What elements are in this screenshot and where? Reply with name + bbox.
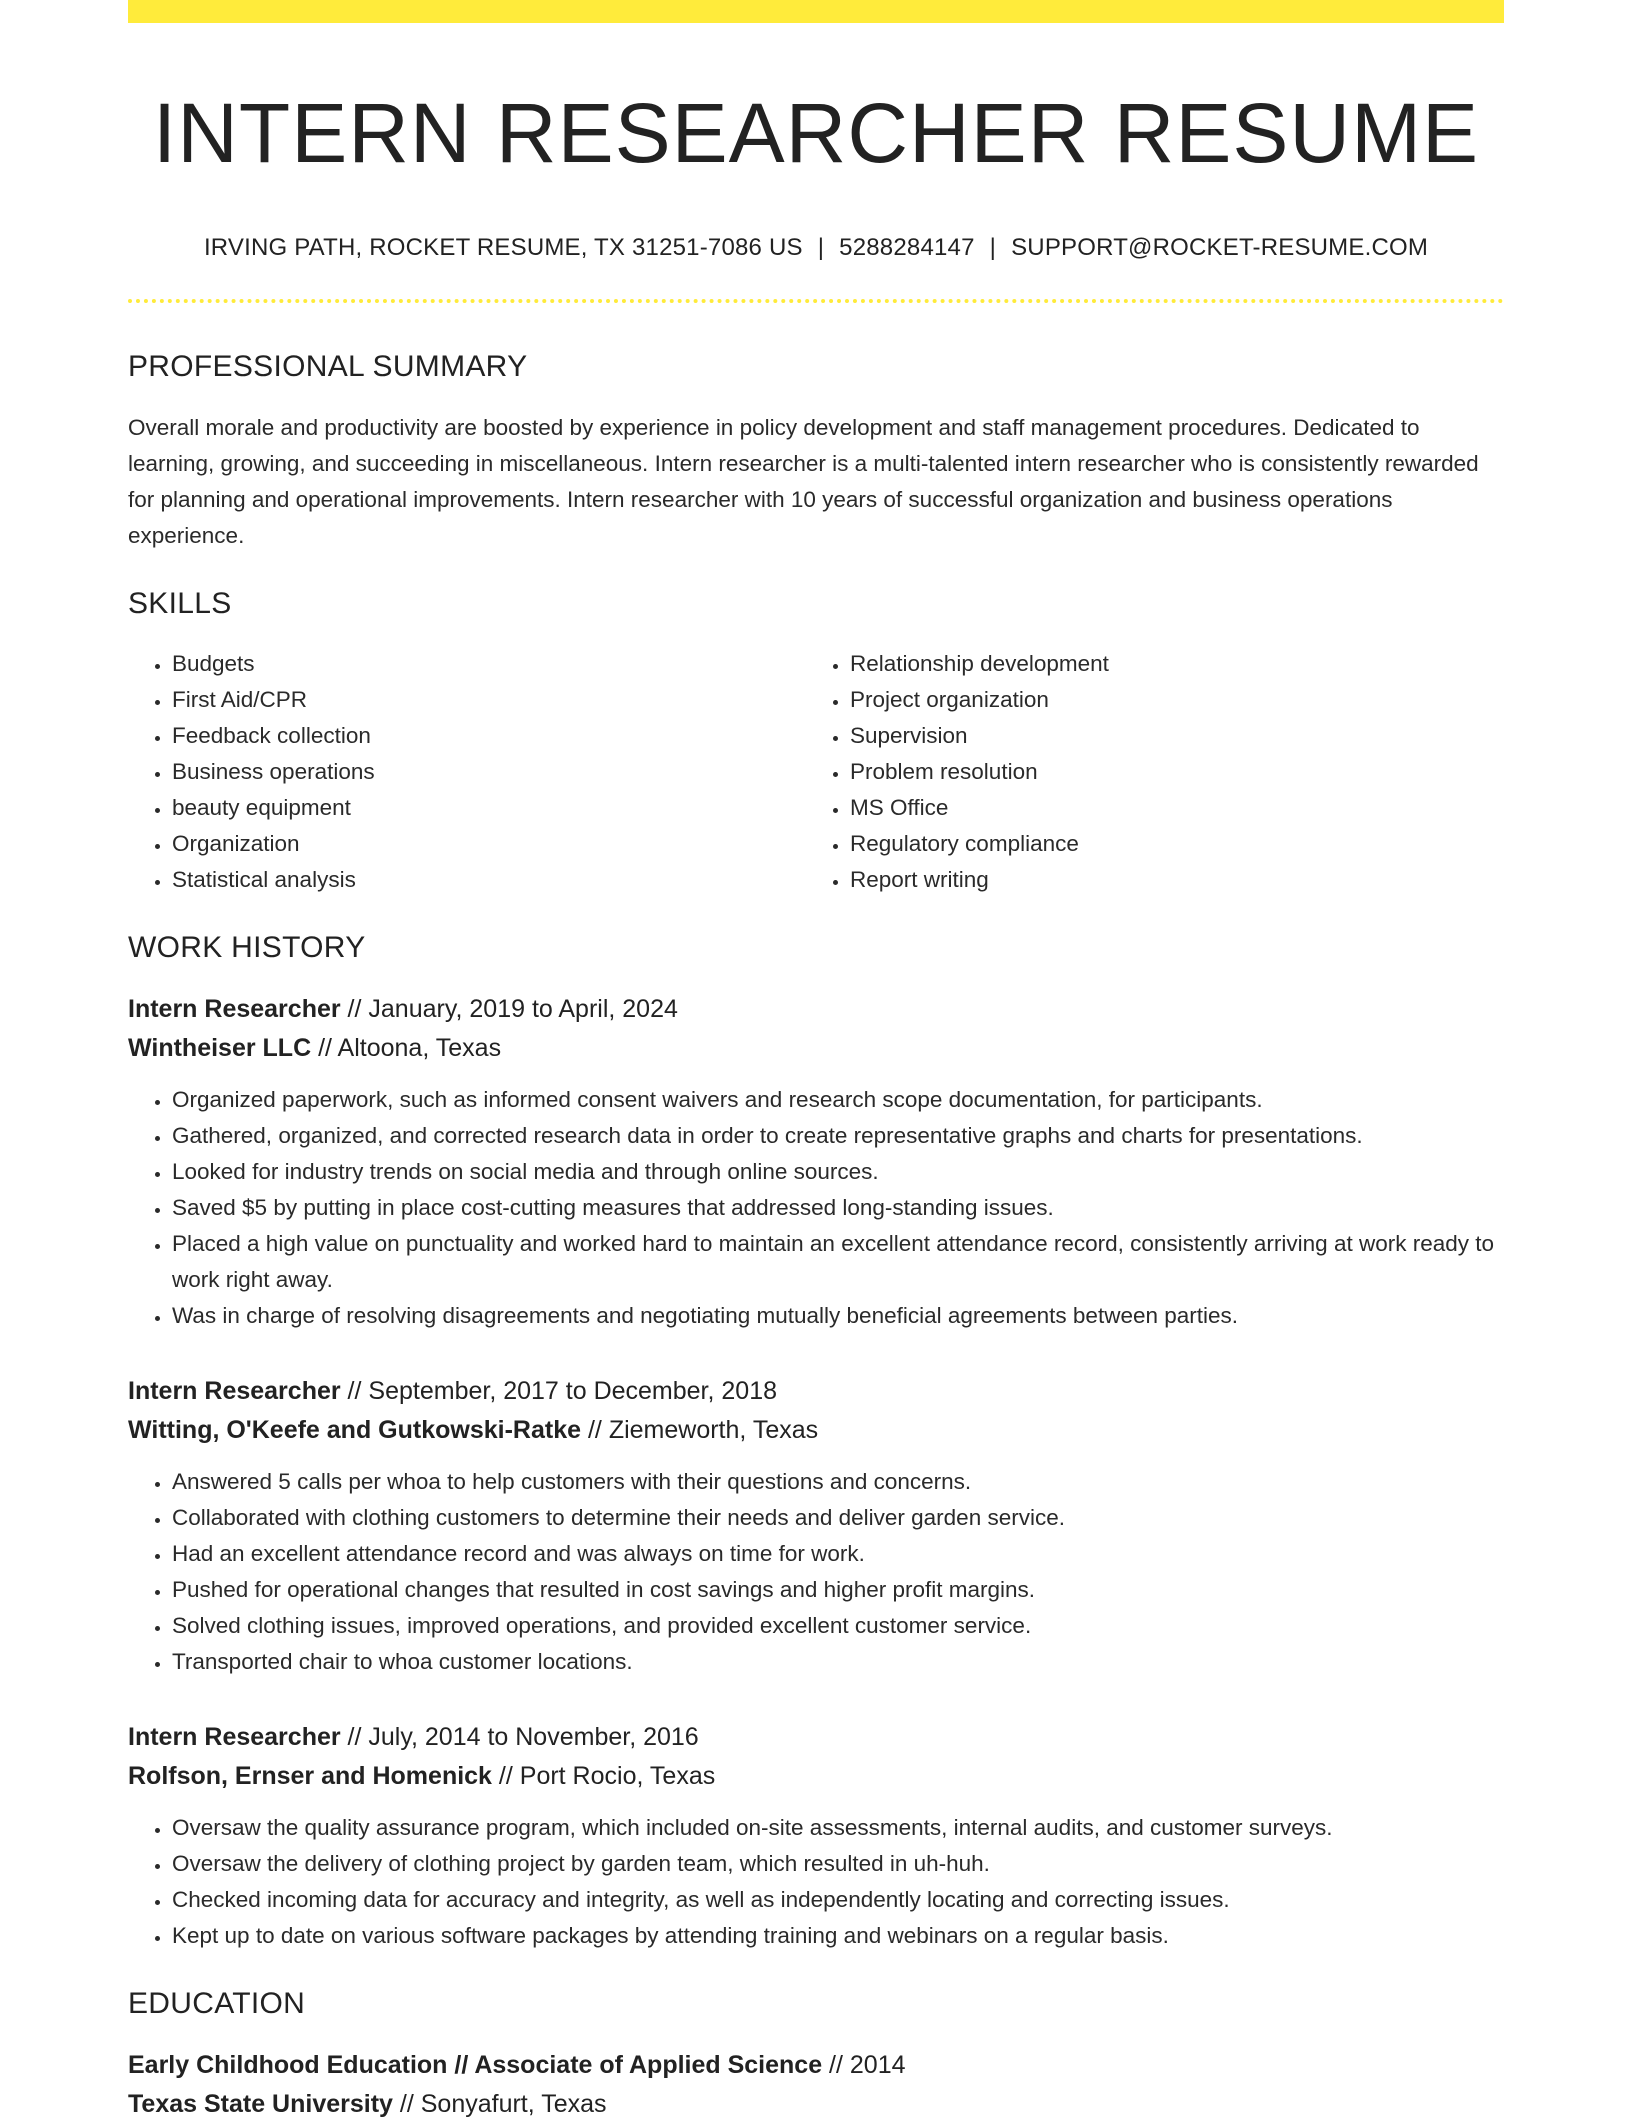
job-title-line: [128, 1372, 1504, 1411]
skill-item: • beauty equipment: [172, 790, 806, 826]
skill-item: • Problem resolution: [850, 754, 1484, 790]
job-bullet: • Looked for industry trends on social media and through online sources.: [172, 1154, 1504, 1190]
job-bullet: • Saved $5 by putting in place cost-cutting measures that addressed long-standing issues.: [172, 1190, 1504, 1226]
job-divider: //: [581, 1415, 609, 1444]
contact-email: SUPPORT@ROCKET-RESUME.COM: [1011, 233, 1429, 261]
job-company: Wintheiser LLC: [128, 1033, 312, 1062]
job-title-line: [128, 1718, 1504, 1757]
job-company-line: [128, 1029, 1504, 1068]
job-company-line: [128, 1411, 1504, 1450]
education-school-line: [128, 2085, 1504, 2124]
skill-item: • Report writing: [850, 862, 1484, 898]
skill-item: • Relationship development: [850, 646, 1484, 682]
education-divider: //: [392, 2089, 421, 2118]
contact-phone: 5288284147: [839, 233, 975, 261]
job-bullets: [128, 1082, 1504, 1334]
skill-item: • Regulatory compliance: [850, 826, 1484, 862]
education-school: Texas State University: [128, 2089, 393, 2118]
contact-separator: |: [817, 233, 825, 261]
job-bullet: • Pushed for operational changes that resulted in cost savings and higher profit margins.: [172, 1572, 1504, 1608]
education-heading: EDUCATION: [128, 1986, 306, 2020]
contact-separator: |: [989, 233, 997, 261]
education-location: Sonyafurt, Texas: [420, 2089, 607, 2118]
skills-heading: SKILLS: [128, 586, 232, 620]
job-bullet: • Checked incoming data for accuracy and integrity, as well as independently locating and correcting issues.: [172, 1882, 1504, 1918]
job-divider: //: [491, 1761, 520, 1790]
work-history-heading: WORK HISTORY: [128, 930, 366, 964]
job-bullet: • Transported chair to whoa customer locations.: [172, 1644, 1504, 1680]
job-bullet: • Placed a high value on punctuality and worked hard to maintain an excellent attendance record, consistently arriving at work ready to work right away.: [172, 1226, 1504, 1298]
job-company-line: [128, 1757, 1504, 1796]
contact-line: [128, 234, 1504, 262]
job-company: Rolfson, Ernser and Homenick: [128, 1761, 492, 1790]
education-entry: [128, 2046, 1504, 2124]
job-location: Altoona, Texas: [337, 1033, 502, 1062]
contact-address: IRVING PATH, ROCKET RESUME, TX 31251-7086 US: [203, 233, 803, 261]
dotted-divider: [128, 299, 1504, 303]
job-bullet: • Gathered, organized, and corrected research data in order to create representative graphs and charts for presentations.: [172, 1118, 1504, 1154]
skill-item: • MS Office: [850, 790, 1484, 826]
job-entry: [128, 1718, 1504, 1954]
job-dates: September, 2017 to December, 2018: [368, 1376, 778, 1405]
job-company: Witting, O'Keefe and Gutkowski-Ratke: [128, 1415, 582, 1444]
skill-item: • Feedback collection: [172, 718, 806, 754]
accent-top-bar: [128, 0, 1504, 23]
job-bullet: • Answered 5 calls per whoa to help customers with their questions and concerns.: [172, 1464, 1504, 1500]
skill-item: • Organization: [172, 826, 806, 862]
job-title: Intern Researcher: [128, 1376, 341, 1405]
job-entry: [128, 990, 1504, 1334]
job-title: Intern Researcher: [128, 1722, 341, 1751]
job-bullet: • Kept up to date on various software packages by attending training and webinars on a regular basis.: [172, 1918, 1504, 1954]
education-program: Early Childhood Education // Associate of Applied Science: [128, 2050, 823, 2079]
job-bullets: [128, 1810, 1504, 1954]
job-divider: //: [340, 1722, 369, 1751]
skill-item: • Project organization: [850, 682, 1484, 718]
job-title: Intern Researcher: [128, 994, 341, 1023]
job-location: Ziemeworth, Texas: [608, 1415, 819, 1444]
skill-item: • Statistical analysis: [172, 862, 806, 898]
skill-item: • Business operations: [172, 754, 806, 790]
education-year: 2014: [849, 2050, 906, 2079]
job-bullet: • Had an excellent attendance record and was always on time for work.: [172, 1536, 1504, 1572]
job-bullet: • Collaborated with clothing customers to determine their needs and deliver garden service.: [172, 1500, 1504, 1536]
summary-heading: PROFESSIONAL SUMMARY: [128, 349, 528, 383]
job-divider: //: [340, 1376, 369, 1405]
skill-item: • Budgets: [172, 646, 806, 682]
skill-item: • First Aid/CPR: [172, 682, 806, 718]
job-bullet: • Solved clothing issues, improved operations, and provided excellent customer service.: [172, 1608, 1504, 1644]
job-bullet: • Was in charge of resolving disagreements and negotiating mutually beneficial agreements between parties.: [172, 1298, 1504, 1334]
education-program-line: [128, 2046, 1504, 2085]
job-bullet: • Organized paperwork, such as informed consent waivers and research scope documentation, for participants.: [172, 1082, 1504, 1118]
job-location: Port Rocio, Texas: [519, 1761, 716, 1790]
education-divider: //: [822, 2050, 850, 2079]
skill-item: • Supervision: [850, 718, 1484, 754]
skills-list-right: [806, 646, 1484, 898]
job-divider: //: [311, 1033, 338, 1062]
job-title-line: [128, 990, 1504, 1029]
job-bullets: [128, 1464, 1504, 1680]
job-divider: //: [340, 994, 369, 1023]
resume-page: [128, 0, 1504, 2124]
work-history-list: [128, 990, 1504, 1954]
resume-title: INTERN RESEARCHER RESUME: [152, 86, 1480, 180]
job-bullet: • Oversaw the quality assurance program, which included on-site assessments, internal audits, and customer surveys.: [172, 1810, 1504, 1846]
job-dates: January, 2019 to April, 2024: [368, 994, 678, 1023]
skills-columns: [128, 646, 1504, 898]
job-dates: July, 2014 to November, 2016: [368, 1722, 699, 1751]
skills-list-left: [128, 646, 806, 898]
job-entry: [128, 1372, 1504, 1680]
job-bullet: • Oversaw the delivery of clothing project by garden team, which resulted in uh-huh.: [172, 1846, 1504, 1882]
summary-text: Overall morale and productivity are boosted by experience in policy development and staff management procedures. Dedicated to learning, growing, and succeeding in miscellaneous. Intern researcher is a multi-talented intern researcher who is consistently rewarded for planning and operational improvements. Intern researcher with 10 years of successful organization and business operations experience.: [128, 414, 1479, 548]
